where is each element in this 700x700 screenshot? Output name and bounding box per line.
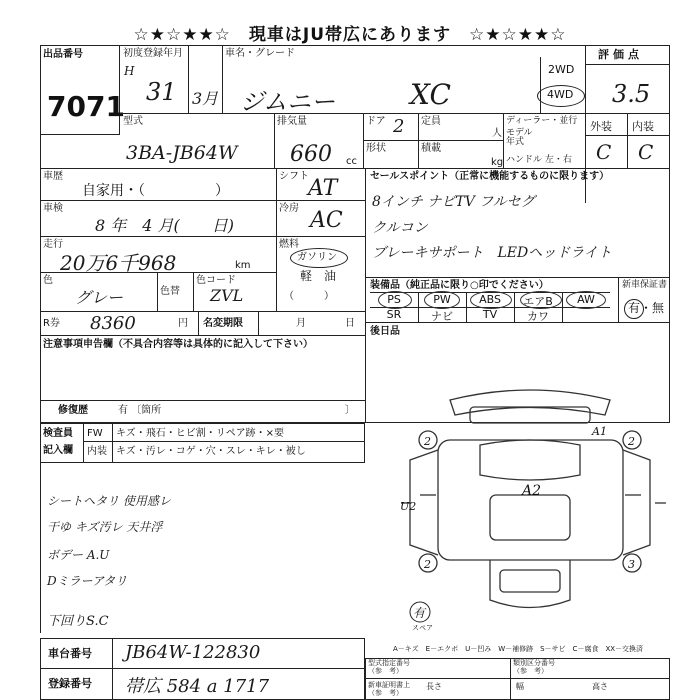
ownership-month: 月 xyxy=(296,318,306,329)
shape-label: 形状 xyxy=(366,143,386,154)
notes-label: 注意事項申告欄（不具合内容等は具体的に記入して下さい） xyxy=(43,339,313,350)
score-label: 評価点 xyxy=(598,48,643,61)
warranty-circle xyxy=(624,299,644,319)
car-grade: XC xyxy=(410,78,451,111)
recycle-unit: 円 xyxy=(178,318,188,329)
door-value: 2 xyxy=(393,116,405,137)
mark-3-rear-right: 3 xyxy=(628,558,635,571)
category-label: 類別区分番号 （参 考） xyxy=(513,659,555,675)
mark-2-front-right: 2 xyxy=(628,435,635,448)
exterior-label: 外装 xyxy=(590,120,612,133)
color-value: グレー xyxy=(75,288,124,307)
chassis-label: 車台番号 xyxy=(48,647,92,660)
length-label: 長さ xyxy=(426,682,442,691)
entry-naiso: 内装 xyxy=(87,446,107,457)
entry-naiso-items: キズ・汚レ・コゲ・穴・スレ・キレ・被し xyxy=(116,446,306,457)
remark-2: 干ゆ キズ汚レ 天井浮 xyxy=(47,520,163,534)
sales-point-3: ブレーキサポート LEDヘッドライト xyxy=(372,245,612,261)
equip-abs-circle xyxy=(470,291,512,309)
fuel-other: （ ） xyxy=(284,291,334,302)
inspector-label: 検査員 xyxy=(43,428,73,439)
color-code-label: 色コード xyxy=(196,275,236,286)
door-label: ドア xyxy=(366,116,386,127)
capacity-label: 定員 xyxy=(421,116,441,127)
remark-1: シートヘタリ 使用感レ xyxy=(47,494,171,508)
recycle-value: 8360 xyxy=(90,313,136,334)
remark-3: ボデー A.U xyxy=(47,548,110,562)
equip-ps-circle xyxy=(378,291,412,309)
equipment-label: 装備品（純正品に限り○印でください） xyxy=(370,280,549,291)
history-value: 自家用・（ ） xyxy=(82,183,229,199)
mileage-unit: km xyxy=(235,260,251,271)
plate-label: 登録番号 xyxy=(48,677,92,690)
model-value: 3BA-JB64W xyxy=(126,142,238,164)
equip-pw-circle xyxy=(424,291,460,309)
inspector-fw-items: キズ・飛石・ヒビ割・リペア跡・×要 xyxy=(116,428,284,439)
history-label: 車歴 xyxy=(43,171,63,182)
remark-5: 下回りS.C xyxy=(47,614,109,629)
equip-pw: PW xyxy=(433,293,451,306)
repair-value: 有 〔箇所 xyxy=(118,405,162,416)
inspection-label: 車検 xyxy=(43,203,63,214)
load-unit: kg xyxy=(491,157,504,168)
sales-point-1: 8インチ ナビTV フルセグ xyxy=(372,194,535,210)
equip-leather: カワ xyxy=(527,310,549,323)
displacement-label: 排気量 xyxy=(277,116,307,127)
inspection-value: 8 年 4 月( 日) xyxy=(95,216,235,235)
aircon-value: AC xyxy=(310,208,343,233)
interior-label: 内装 xyxy=(632,120,654,133)
shift-value: AT xyxy=(308,176,338,201)
equip-tv: TV xyxy=(482,308,498,321)
shift-label: シフト xyxy=(279,171,309,182)
diagram-marks xyxy=(400,425,635,632)
rear-items-label: 後日品 xyxy=(370,326,400,337)
designated-label: 型式指定番号 （参 考） xyxy=(368,659,410,675)
label-4wd: 4WD xyxy=(547,88,574,101)
first-reg-year: 31 xyxy=(146,78,177,106)
car-name: ジムニー xyxy=(240,88,336,116)
lot-number: 7071 xyxy=(47,90,125,123)
fuel-label: 燃料 xyxy=(279,239,299,250)
equip-aw: AW xyxy=(577,293,595,306)
displacement-value: 660 xyxy=(290,142,332,167)
equip-sr: SR xyxy=(386,308,402,321)
equip-navi: ナビ xyxy=(431,310,453,323)
warranty-label: 新車保証書 xyxy=(622,280,668,290)
color-label: 色 xyxy=(43,275,53,286)
mark-u2: U2 xyxy=(400,500,417,513)
model-label: 型式 xyxy=(123,116,143,127)
mileage-value: 20万6千968 xyxy=(60,251,177,275)
ownership-day: 日 xyxy=(345,318,355,329)
spare-label: スペア xyxy=(412,624,433,632)
sales-point-2: クルコン xyxy=(372,220,428,236)
plate-value: 帯広 584 a 1717 xyxy=(125,676,270,697)
exterior-value: C xyxy=(596,140,612,164)
sales-points-label: セールスポイント（正常に機能するものに限ります） xyxy=(370,171,610,182)
mark-spare: 有 xyxy=(413,606,426,620)
repair-close: 〕 xyxy=(345,405,355,416)
mark-a1: A1 xyxy=(592,425,607,438)
lot-label: 出品番号 xyxy=(43,49,83,60)
mark-2-front-left: 2 xyxy=(424,435,431,448)
equip-ps: PS xyxy=(387,293,401,306)
equip-airbag-circle xyxy=(520,291,562,309)
mileage-label: 走行 xyxy=(43,239,63,250)
load-label: 積載 xyxy=(421,143,441,154)
aircon-label: 冷房 xyxy=(279,203,299,214)
capacity-unit: 人 xyxy=(492,128,502,139)
color-code: ZVL xyxy=(210,286,244,305)
model-year-label: モデル 年式 xyxy=(506,128,533,147)
color-change-label: 色替 xyxy=(160,286,180,297)
first-reg-month: 3月 xyxy=(192,89,219,108)
fuel-gasoline: ガソリン xyxy=(297,252,337,263)
handle-label: ハンドル 左・右 xyxy=(506,155,572,165)
equip-aw-circle xyxy=(566,291,606,309)
height-label: 高さ xyxy=(592,682,608,691)
chassis-value: JB64W-122830 xyxy=(125,642,261,663)
car-name-label: 車名・グレード xyxy=(225,48,295,59)
equip-airbag: エアB xyxy=(523,295,553,308)
dealer-label: ディーラー・並行 xyxy=(506,116,578,126)
equip-abs: ABS xyxy=(479,293,501,306)
first-reg-label: 初度登録年月 xyxy=(123,48,183,59)
car-damage-diagram xyxy=(400,385,670,635)
score-value: 3.5 xyxy=(612,80,651,108)
inspector-fw: FW xyxy=(87,428,103,439)
remark-4: Dミラーアタリ xyxy=(47,574,128,588)
repair-label: 修復歴 xyxy=(58,405,88,416)
recycle-label: R券 xyxy=(43,318,60,329)
fuel-diesel: 軽 油 xyxy=(300,269,337,283)
entry-label: 記入欄 xyxy=(43,445,73,456)
mark-2-rear-left: 2 xyxy=(424,558,431,571)
interior-value: C xyxy=(638,140,654,164)
label-2wd: 2WD xyxy=(548,63,575,76)
width-label: 幅 xyxy=(516,682,524,691)
warranty-value: 有・無 xyxy=(628,301,665,315)
mark-a2: A2 xyxy=(522,483,542,499)
first-reg-era: H xyxy=(124,64,135,78)
damage-legend: A－キズ E－エクボ U－凹み W－補修跡 S－サビ C－腐食 XX－交換済 xyxy=(393,645,644,653)
ownership-label: 名変期限 xyxy=(203,318,243,329)
cert-label: 新車証明書上 （参 考） xyxy=(368,681,410,697)
page-title: ☆★☆★★☆ 現車はJU帯広にあります ☆★☆★★☆ xyxy=(133,25,567,45)
displacement-unit: cc xyxy=(346,156,357,167)
